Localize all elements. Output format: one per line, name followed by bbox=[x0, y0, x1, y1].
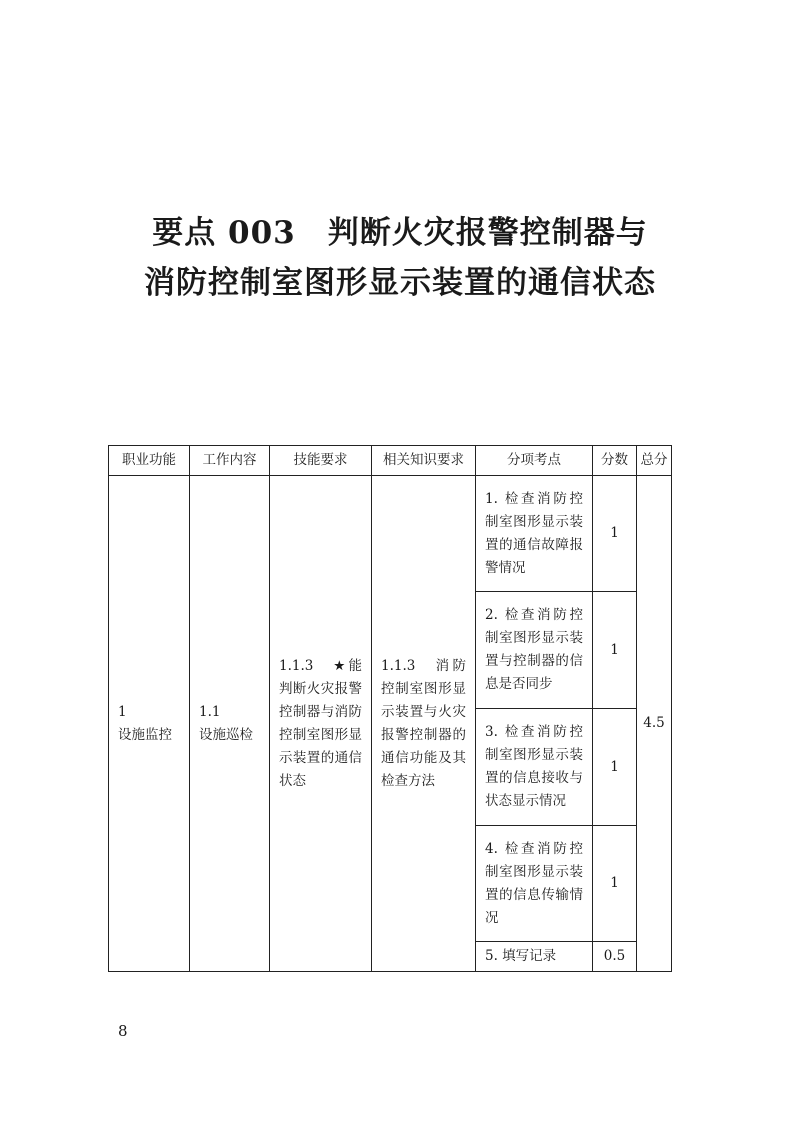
title-line-2: 消防控制室图形显示装置的通信状态 bbox=[144, 265, 656, 301]
work-number: 1.1 bbox=[199, 703, 221, 720]
skill-requirements-table bbox=[108, 445, 672, 972]
score-cell-1: 1 bbox=[593, 476, 637, 592]
score-cell-3: 1 bbox=[593, 709, 637, 826]
table-header-row bbox=[109, 446, 672, 476]
skill-prefix: 1.1.3 bbox=[279, 657, 334, 674]
skill-text: 能判断火灾报警控制器与消防控制室图形显示装置的通信状态 bbox=[279, 657, 362, 789]
work-content-cell bbox=[190, 476, 270, 972]
page-title bbox=[0, 208, 800, 308]
header-point: 分项考点 bbox=[476, 446, 593, 476]
work-name: 设施巡检 bbox=[199, 726, 253, 743]
function-number: 1 bbox=[118, 703, 127, 720]
header-skill: 技能要求 bbox=[270, 446, 372, 476]
point-cell-4: 4. 检查消防控制室图形显示装置的信息传输情况 bbox=[476, 826, 593, 942]
header-score: 分数 bbox=[593, 446, 637, 476]
total-score-cell: 4.5 bbox=[637, 476, 672, 972]
score-cell-4: 1 bbox=[593, 826, 637, 942]
header-work-content: 工作内容 bbox=[190, 446, 270, 476]
score-cell-2: 1 bbox=[593, 592, 637, 709]
function-cell bbox=[109, 476, 190, 972]
title-line-1: 要点 003 判断火灾报警控制器与 bbox=[152, 215, 648, 251]
page-number: 8 bbox=[118, 1022, 128, 1040]
point-cell-3: 3. 检查消防控制室图形显示装置的信息接收与状态显示情况 bbox=[476, 709, 593, 826]
star-icon: ★ bbox=[333, 657, 349, 674]
table-row bbox=[109, 476, 672, 592]
score-cell-5: 0.5 bbox=[593, 942, 637, 972]
function-name: 设施监控 bbox=[118, 726, 172, 743]
point-cell-5: 5. 填写记录 bbox=[476, 942, 593, 972]
header-total: 总分 bbox=[637, 446, 672, 476]
knowledge-cell: 1.1.3 消防控制室图形显示装置与火灾报警控制器的通信功能及其检查方法 bbox=[372, 476, 476, 972]
point-cell-1: 1. 检查消防控制室图形显示装置的通信故障报警情况 bbox=[476, 476, 593, 592]
point-cell-2: 2. 检查消防控制室图形显示装置与控制器的信息是否同步 bbox=[476, 592, 593, 709]
header-knowledge: 相关知识要求 bbox=[372, 446, 476, 476]
skill-cell bbox=[270, 476, 372, 972]
header-function: 职业功能 bbox=[109, 446, 190, 476]
